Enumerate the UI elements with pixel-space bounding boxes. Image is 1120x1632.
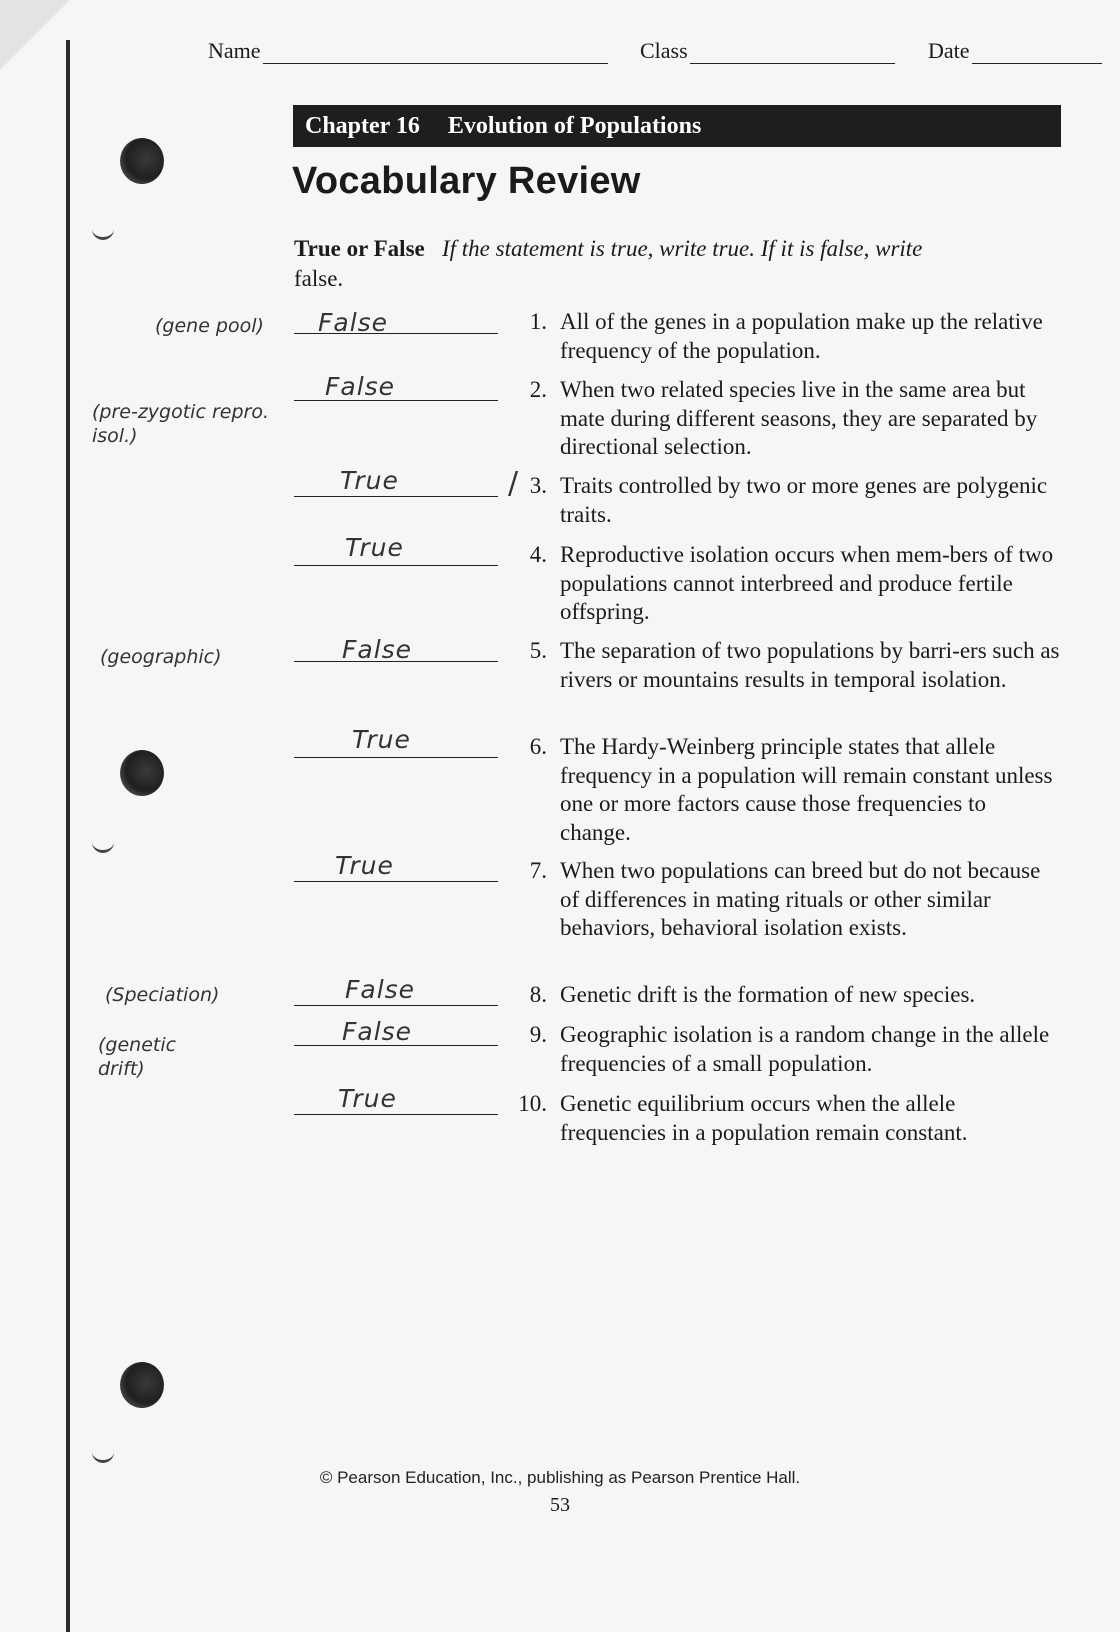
correction-note: (gene pool) (155, 315, 264, 337)
name-label: Name (208, 38, 261, 63)
chapter-title: Evolution of Populations (447, 113, 702, 139)
answer-blank[interactable] (294, 757, 498, 758)
answer-blank[interactable] (294, 496, 498, 497)
answer-text[interactable]: False (342, 1017, 413, 1046)
answer-blank[interactable] (294, 661, 498, 662)
answer-blank[interactable] (294, 1005, 498, 1006)
question-text: The Hardy-Weinberg principle states that allele frequency in a population will remain constant unless one or more factors cause those frequencies to change. (560, 734, 1053, 845)
answer-blank[interactable] (294, 1114, 498, 1115)
margin-rule (66, 40, 70, 1632)
folded-corner (0, 0, 70, 70)
correction-note: (Speciation) (105, 984, 220, 1006)
check-mark-icon: / (508, 466, 519, 501)
correction-note: (geographic) (100, 646, 222, 668)
class-label: Class (640, 38, 688, 63)
answer-text[interactable]: True (345, 533, 404, 562)
question-number: 10. (518, 1091, 547, 1116)
binder-hole-icon (120, 750, 164, 796)
date-blank[interactable] (972, 43, 1102, 64)
chapter-banner (293, 105, 1061, 147)
question-text: Genetic drift is the formation of new species. (560, 982, 976, 1007)
question-text: Genetic equilibrium occurs when the allele frequencies in a population remain constant. (560, 1091, 968, 1145)
instructions-text-end: false. (294, 266, 344, 291)
name-blank[interactable] (263, 43, 608, 64)
question-text: Geographic isolation is a random change in the allele frequencies of a small population. (560, 1022, 1050, 1076)
answer-text[interactable]: True (335, 851, 394, 880)
question-number: 8. (529, 982, 547, 1007)
binder-hole-icon (120, 1362, 164, 1408)
binder-hole-icon (120, 138, 164, 184)
correction-note: (genetic drift) (98, 1034, 177, 1080)
name-field[interactable] (208, 38, 608, 64)
answer-text[interactable]: True (340, 466, 399, 495)
class-blank[interactable] (690, 43, 895, 64)
answer-text[interactable]: False (342, 635, 413, 664)
answer-text[interactable]: True (352, 725, 411, 754)
question-number: 2. (529, 377, 547, 402)
hole-reinforcement-mark (92, 225, 114, 240)
answer-blank[interactable] (294, 400, 498, 401)
question-number: 4. (529, 542, 547, 567)
answer-text[interactable]: False (345, 975, 416, 1004)
question-number: 6. (529, 734, 547, 759)
instructions-heading: True or False (294, 236, 425, 261)
date-field[interactable] (928, 38, 1102, 64)
answer-blank[interactable] (294, 881, 498, 882)
instructions-text: If the statement is true, write true. If it is false, write (441, 236, 923, 261)
answer-text[interactable]: True (338, 1084, 397, 1113)
hole-reinforcement-mark (92, 838, 114, 853)
question-text: When two populations can breed but do not because of differences in mating rituals or other similar behaviors, behavioral isolation exists. (560, 858, 1041, 940)
page-number: 53 (550, 1494, 570, 1516)
answer-text[interactable]: False (325, 372, 396, 401)
question-number: 5. (529, 638, 547, 663)
copyright-footer: © Pearson Education, Inc., publishing as Pearson Prentice Hall. (319, 1468, 801, 1487)
correction-note: (pre-zygotic repro. isol.) (92, 401, 269, 447)
question-text: Reproductive isolation occurs when mem-bers of two populations cannot interbreed and produce fertile offspring. (560, 542, 1054, 624)
question-text: When two related species live in the same area but mate during different seasons, they are separated by directional selection. (560, 377, 1038, 459)
answer-blank[interactable] (294, 333, 498, 334)
date-label: Date (928, 38, 970, 63)
question-text: Traits controlled by two or more genes are polygenic traits. (560, 473, 1048, 527)
question-text: All of the genes in a population make up the relative frequency of the population. (560, 309, 1043, 363)
chapter-number: Chapter 16 (305, 113, 420, 139)
question-number: 7. (529, 858, 547, 883)
instructions (294, 234, 1034, 294)
question-number: 9. (529, 1022, 547, 1047)
hole-reinforcement-mark (92, 1448, 114, 1463)
answer-text[interactable]: False (318, 308, 389, 337)
question-text: The separation of two populations by barri-ers such as rivers or mountains results in temporal isolation. (560, 638, 1060, 692)
question-number: 1. (529, 309, 547, 334)
section-title: Vocabulary Review (292, 160, 641, 202)
class-field[interactable] (640, 38, 895, 64)
answer-blank[interactable] (294, 1045, 498, 1046)
question-number: 3. (529, 473, 547, 498)
answer-blank[interactable] (294, 565, 498, 566)
